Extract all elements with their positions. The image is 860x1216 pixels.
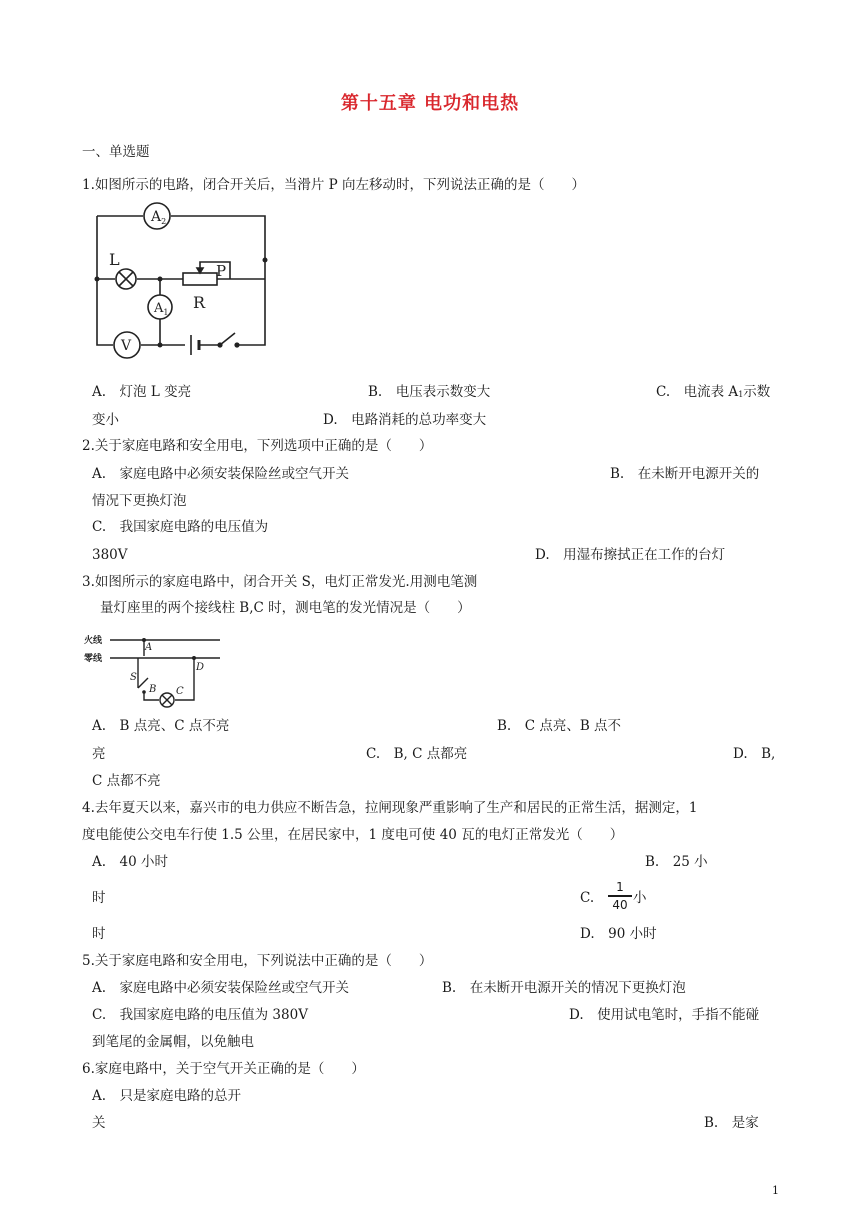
lamp-label: L [109, 250, 120, 269]
q4-option-a[interactable]: A. 40 小时 [92, 854, 169, 870]
q2-option-d[interactable]: D. 用湿布擦拭正在工作的台灯 [535, 547, 726, 563]
q5-option-a[interactable]: A. 家庭电路中必须安装保险丝或空气开关 [92, 980, 350, 996]
q1-circuit-diagram [85, 200, 275, 360]
q2-option-c[interactable]: C. 我国家庭电路的电压值为 [92, 519, 269, 535]
q2-stem: 2.关于家庭电路和安全用电，下列选项中正确的是（ ） [82, 438, 433, 454]
q1-option-c-text: C. 电流表 A [656, 384, 739, 400]
q2-option-b[interactable]: B. 在未断开电源开关的 [610, 466, 760, 482]
ammeter-a2-label: $A_2$ [151, 209, 167, 226]
q1-option-c-wrap: 变小 [92, 412, 119, 428]
section-heading: 一、单选题 [82, 144, 150, 160]
q4-option-c-fraction [608, 880, 632, 912]
q3-option-c[interactable]: C. B, C 点都亮 [366, 746, 468, 762]
q3-option-b-wrap: 亮 [92, 746, 106, 762]
q3-option-d-wrap: C 点都不亮 [92, 773, 161, 789]
point-c-label: C [176, 686, 184, 697]
q6-option-b[interactable]: B. 是家 [704, 1115, 759, 1131]
q2-option-c-wrap: 380V [92, 547, 128, 563]
q4-option-b-wrap: 时 [92, 890, 106, 906]
q3-stem-line2: 量灯座里的两个接线柱 B,C 时，测电笔的发光情况是（ ） [100, 600, 471, 616]
slider-label: P [216, 262, 227, 280]
q5-stem: 5.关于家庭电路和安全用电，下列说法中正确的是（ ） [82, 953, 433, 969]
q3-option-a[interactable]: A. B 点亮、C 点不亮 [92, 718, 230, 734]
q1-option-b[interactable]: B. 电压表示数变大 [368, 384, 491, 400]
q6-option-a-wrap: 关 [92, 1115, 106, 1131]
q4-stem-line2: 度电能使公交电车行使 1.5 公里，在居民家中，1 度电可使 40 瓦的电灯正常发光（ ） [82, 827, 624, 843]
q4-stem: 4.去年夏天以来，嘉兴市的电力供应不断告急，拉闸现象严重影响了生产和居民的正常生活，据测定，1 [82, 800, 698, 816]
q5-option-d-wrap: 到笔尾的金属帽，以免触电 [92, 1034, 254, 1050]
voltmeter-label: V [121, 338, 132, 354]
q1-option-c-subscript: 1 [738, 390, 744, 399]
page-number: 1 [772, 1184, 779, 1197]
fraction-denominator: 40 [612, 897, 628, 912]
q3-option-b[interactable]: B. C 点亮、B 点不 [497, 718, 622, 734]
q2-option-a[interactable]: A. 家庭电路中必须安装保险丝或空气开关 [92, 466, 350, 482]
point-b-label: B [149, 684, 157, 695]
q1-option-a[interactable]: A. 灯泡 L 变亮 [92, 384, 192, 400]
q3-option-d[interactable]: D. B, [733, 746, 776, 762]
neutral-wire-label: 零线 [84, 654, 103, 664]
q1-option-d[interactable]: D. 电路消耗的总功率变大 [323, 412, 487, 428]
q1-option-c[interactable] [656, 383, 770, 404]
q3-stem: 3.如图所示的家庭电路中，闭合开关 S，电灯正常发光.用测电笔测 [82, 574, 478, 590]
q1-option-c-tail: 示数 [743, 384, 771, 400]
q3-household-circuit-diagram [82, 626, 242, 712]
fraction-bar [608, 895, 632, 897]
live-wire-label: 火线 [84, 636, 103, 646]
q5-option-c[interactable]: C. 我国家庭电路的电压值为 380V [92, 1007, 308, 1023]
q1-stem: 1.如图所示的电路，闭合开关后，当滑片 P 向左移动时，下列说法正确的是（ ） [82, 177, 586, 193]
q4-option-c-tail: 小 [633, 890, 647, 906]
fraction-numerator: 1 [616, 880, 624, 894]
switch-s-label: S [130, 672, 137, 683]
ammeter-a1-label: $A_1$ [154, 301, 169, 317]
q4-option-c[interactable]: C. [580, 890, 595, 906]
q5-option-b[interactable]: B. 在未断开电源开关的情况下更换灯泡 [442, 980, 686, 996]
point-a-label: A [145, 642, 153, 653]
q2-option-b-wrap: 情况下更换灯泡 [92, 493, 187, 509]
q6-option-a[interactable]: A. 只是家庭电路的总开 [92, 1088, 242, 1104]
q4-option-b[interactable]: B. 25 小 [645, 854, 708, 870]
page-title: 第十五章 电功和电热 [340, 93, 520, 114]
resistor-label: R [193, 293, 206, 312]
q4-option-d[interactable]: D. 90 小时 [580, 926, 657, 942]
q5-option-d[interactable]: D. 使用试电笔时，手指不能碰 [569, 1007, 760, 1023]
q6-stem: 6.家庭电路中，关于空气开关正确的是（ ） [82, 1061, 365, 1077]
q4-option-c-wrap: 时 [92, 926, 106, 942]
point-d-label: D [196, 662, 205, 673]
